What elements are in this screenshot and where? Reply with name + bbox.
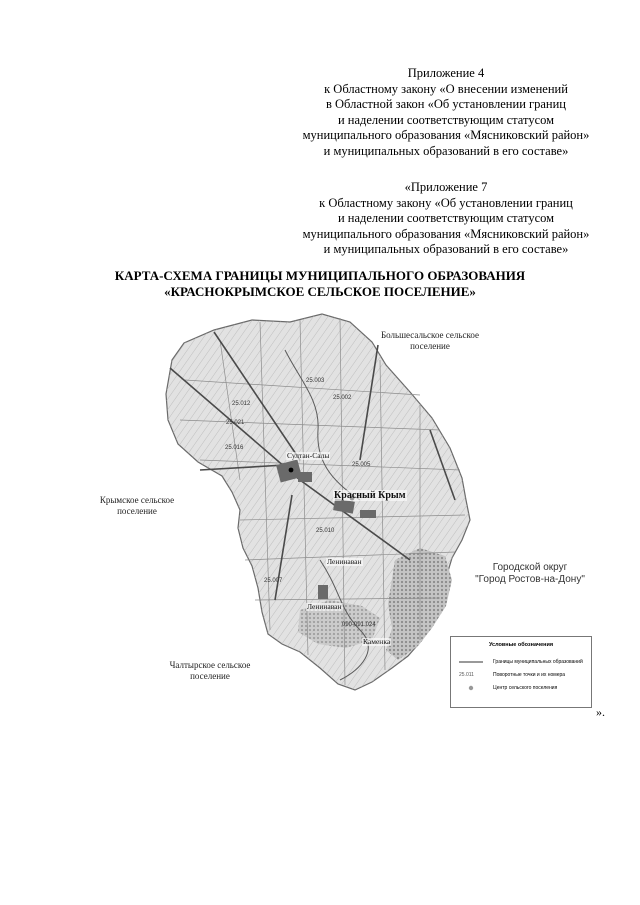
map-title-line-2: «КРАСНОКРЫМСКОЕ СЕЛЬСКОЕ ПОСЕЛЕНИЕ» — [164, 284, 476, 299]
neighbor-krymskoe — [82, 495, 192, 517]
neighbor-label: Большесальское сельское — [380, 330, 480, 340]
neighbor-bolshesaly — [360, 330, 500, 352]
legend-label: Границы муниципальных образований — [493, 659, 583, 665]
appendix-4-line: и муниципальных образований в его составе» — [323, 143, 569, 158]
map-title-line-1: КАРТА-СХЕМА ГРАНИЦЫ МУНИЦИПАЛЬНОГО ОБРАЗОВАНИЯ — [114, 268, 526, 283]
boundary-line-icon — [459, 657, 483, 667]
map-legend — [450, 636, 592, 708]
appendix-7-line: к Областному закону «Об установлении границ — [319, 195, 573, 210]
place-sultan-saly: Султан-Салы — [287, 451, 330, 460]
closing-quote: ». — [596, 705, 605, 719]
appendix-4-line: в Областной закон «Об установлении границ — [325, 97, 566, 111]
neighbor-label: поселение — [190, 671, 230, 681]
legend-item — [459, 670, 587, 680]
point-number: 25.016 — [225, 445, 244, 451]
center-dot-icon — [459, 683, 483, 693]
appendix-4-line: к Областному закону «О внесении изменений — [324, 81, 568, 96]
appendix-7-line: и наделении соответствующим статусом — [337, 211, 555, 225]
neighbor-label: Чалтырское сельское — [169, 660, 251, 670]
point-number: 25.010 — [316, 528, 335, 534]
place-kamenka: Каменка — [363, 637, 391, 646]
legend-title: Условные обозначения — [488, 642, 554, 648]
legend-label: Центр сельского поселения — [493, 685, 558, 691]
appendix-7-title: «Приложение 7 — [404, 180, 488, 194]
place-krasny-krym: Красный Крым — [334, 490, 406, 501]
appendix-4-line: муниципального образования «Мясниковский район» — [302, 128, 590, 142]
place-leninavan-north: Ленинаван — [327, 557, 362, 566]
appendix-4-line: и наделении соответствующим статусом — [337, 112, 555, 127]
neighbor-label: "Город Ростов-на-Дону" — [475, 574, 585, 585]
appendix-7-line: и муниципальных образований в его составе» — [323, 242, 569, 256]
point-number-symbol: 25.011 — [459, 672, 474, 678]
neighbor-label: Крымское сельское — [99, 495, 175, 505]
point-number: 25.002 — [333, 395, 352, 401]
neighbor-label: поселение — [410, 341, 450, 351]
place-leninavan: Ленинаван — [307, 602, 342, 611]
neighbor-rostov — [460, 562, 600, 586]
legend-item — [459, 657, 587, 667]
point-number: 25.007 — [264, 578, 283, 584]
appendix-7-line: муниципального образования «Мясниковский район» — [302, 226, 590, 241]
rostov-urban-area — [386, 548, 452, 660]
appendix-4-title: Приложение 4 — [407, 66, 485, 80]
point-number: 25.012 — [232, 401, 251, 407]
legend-label: Поворотные точки и их номера — [493, 672, 566, 678]
neighbor-label: поселение — [117, 506, 157, 516]
point-number: 25.003 — [306, 378, 325, 384]
neighbor-chaltyrskoe — [150, 660, 270, 682]
point-number: 25.021 — [226, 420, 245, 426]
point-number: 090-091.024 — [342, 622, 376, 628]
center-dot — [289, 468, 294, 473]
legend-item — [459, 683, 587, 693]
neighbor-label: Городской округ — [492, 562, 568, 573]
point-number: 25.005 — [352, 462, 371, 468]
